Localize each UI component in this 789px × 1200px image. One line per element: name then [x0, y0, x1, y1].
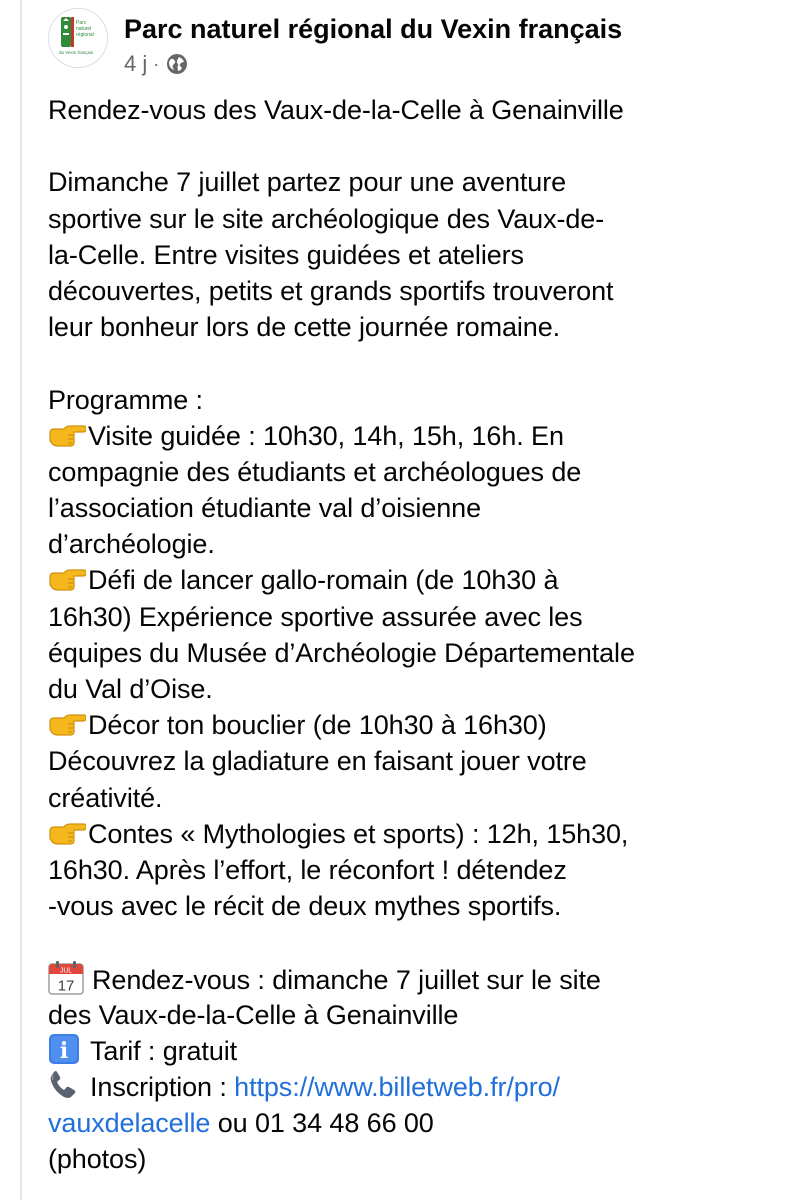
inscription-phone: ou 01 34 48 66 00 [210, 1108, 434, 1139]
post-header [48, 8, 779, 83]
blank-line [48, 128, 778, 164]
intro-line: sportive sur le site archéologique des Vaux-de- [48, 203, 605, 234]
calendar-month: JUL [59, 967, 73, 974]
intro-line: la-Celle. Entre visites guidées et ateliers [48, 239, 524, 270]
programme-item-line: compagnie des étudiants et archéologues de [48, 456, 582, 487]
info-icon [48, 1033, 80, 1065]
programme-item-line: d’archéologie. [48, 529, 215, 560]
programme-text: Défi de lancer gallo-romain (de 10h30 à [88, 565, 559, 596]
intro-line: découvertes, petits et grands sportifs trouveront [48, 275, 614, 306]
inscription-label: Inscription : [90, 1072, 235, 1103]
logo-text-2: naturel [76, 26, 92, 32]
calendar-day: 17 [57, 977, 75, 994]
logo-text-4: du Vexin français [59, 50, 94, 55]
pointing-hand-icon [48, 712, 86, 736]
programme-item-line: équipes du Musée d’Archéologie Départementale [48, 637, 635, 668]
rdv-line: des Vaux-de-la-Celle à Genainville [48, 999, 459, 1030]
programme-text: Visite guidée : 10h30, 14h, 15h, 16h. En [88, 420, 564, 451]
park-logo-icon [49, 9, 107, 67]
programme-item-line: -vous avec le récit de deux mythes sportifs. [48, 891, 562, 922]
programme-item-line [48, 816, 778, 852]
programme-item-line [48, 418, 778, 454]
programme-item-line [48, 562, 778, 598]
phone-icon [48, 1069, 82, 1101]
programme-item-line: du Val d’Oise. [48, 674, 213, 704]
post-time[interactable]: 4 j [124, 51, 148, 76]
programme-item-line: créativité. [48, 782, 163, 813]
post-title: Rendez-vous des Vaux-de-la-Celle à Genainville [48, 95, 624, 125]
programme-item-line [48, 707, 778, 743]
logo-text-1: Parc [76, 20, 87, 26]
blank-line [48, 924, 778, 960]
billetweb-link-continued[interactable]: vauxdelacelle [48, 1108, 211, 1139]
billetweb-link[interactable]: https://www.billetweb.fr/pro/ [234, 1072, 560, 1103]
inscription-line [48, 1105, 778, 1141]
inscription-line [48, 1069, 778, 1105]
pointing-hand-icon [48, 821, 86, 845]
logo-text-3: régional [76, 32, 94, 38]
programme-item-line: l’association étudiante val d’oisienne [48, 493, 481, 524]
programme-text: Contes « Mythologies et sports) : 12h, 15h30, [88, 818, 629, 849]
pointing-hand-icon [48, 423, 86, 447]
calendar-icon [48, 961, 84, 995]
meta-separator: · [153, 54, 160, 74]
programme-text: Décor ton bouclier (de 10h30 à 16h30) [88, 710, 547, 741]
blank-line [48, 345, 778, 381]
post-meta [124, 50, 189, 78]
intro-line: Dimanche 7 juillet partez pour une aventure [48, 167, 567, 198]
rdv-line [48, 961, 778, 997]
pointing-hand-icon [48, 567, 86, 591]
intro-line: leur bonheur lors de cette journée romaine. [48, 312, 561, 343]
post-body [48, 92, 778, 1178]
tarif-line [48, 1033, 778, 1069]
programme-item-line: Découvrez la gladiature en faisant jouer votre [48, 746, 587, 777]
programme-item-line: 16h30) Expérience sportive assurée avec les [48, 601, 583, 632]
programme-heading: Programme : [48, 384, 203, 415]
page-avatar[interactable] [48, 8, 108, 68]
info-glyph: i [59, 1037, 69, 1064]
rdv-text: Rendez-vous : dimanche 7 juillet sur le site [92, 964, 601, 995]
page-name-link[interactable]: Parc naturel régional du Vexin français [124, 14, 623, 44]
programme-item-line: 16h30. Après l’effort, le réconfort ! détendez [48, 854, 567, 885]
photos-line: (photos) [48, 1144, 147, 1175]
tarif-text: Tarif : gratuit [90, 1035, 238, 1066]
globe-icon [165, 52, 189, 76]
